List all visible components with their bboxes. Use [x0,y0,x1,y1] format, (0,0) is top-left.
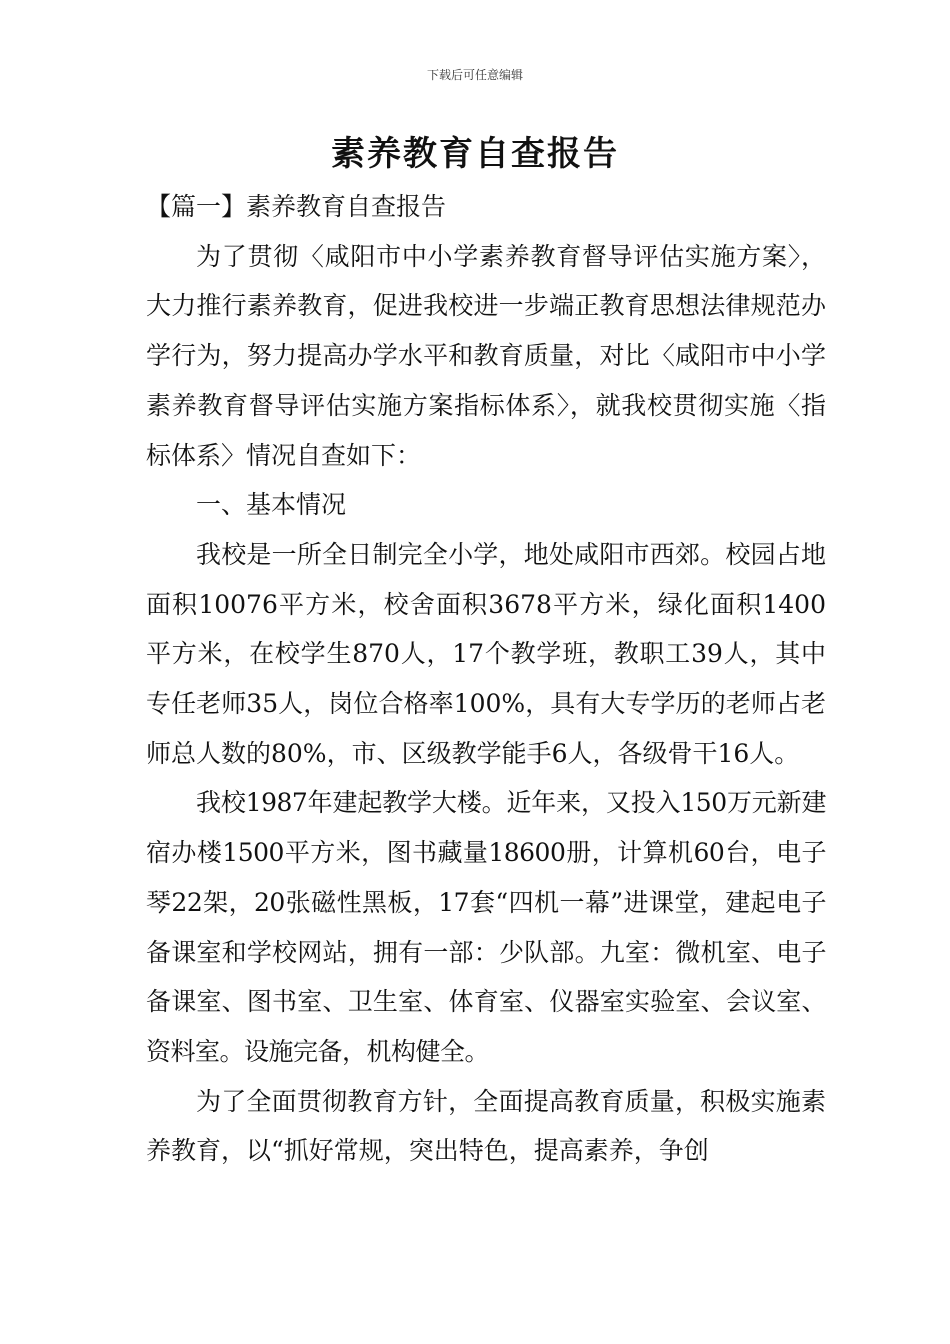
section-label: 【篇一】素养教育自查报告 [146,192,447,221]
facilities-paragraph: 我校1987年建起教学大楼。近年来，又投入150万元新建宿办楼1500平方米，图书藏量18600册，计算机60台，电子琴22架，20张磁性黑板，17套“四机一幕”进课堂，建起电子备课室和学校网站，拥有一部：少队部。九室：微机室、电子备课室、图书室、卫生室、体育室、仪器室实验室、会议室、资料室。设施完备，机构健全。 [146,788,826,1066]
page-header-note: 下载后可任意编辑 [426,68,523,82]
school-overview-paragraph: 我校是一所全日制完全小学，地处咸阳市西郊。校园占地面积10076平方米，校舍面积3678平方米，绿化面积1400平方米，在校学生870人，17个教学班，教职工39人，其中专任老师35人，岗位合格率100%，具有大专学历的老师占老师总人数的80%，市、区级教学能手6人，各级骨干16人。 [146,539,826,768]
document-body [146,182,826,1176]
goals-paragraph: 为了全面贯彻教育方针，全面提高教育质量，积极实施素养教育，以“抓好常规，突出特色，提高素养，争创 [146,1086,826,1166]
intro-paragraph: 为了贯彻〈咸阳市中小学素养教育督导评估实施方案〉，大力推行素养教育，促进我校进一步端正教育思想法律规范办学行为，努力提高办学水平和教育质量，对比〈咸阳市中小学素养教育督导评估实施方案指标体系〉，就我校贯彻实施〈指标体系〉情况自查如下： [146,241,826,470]
section-heading-basic-info: 一、基本情况 [196,490,347,520]
document-title: 素养教育自查报告 [331,134,619,174]
